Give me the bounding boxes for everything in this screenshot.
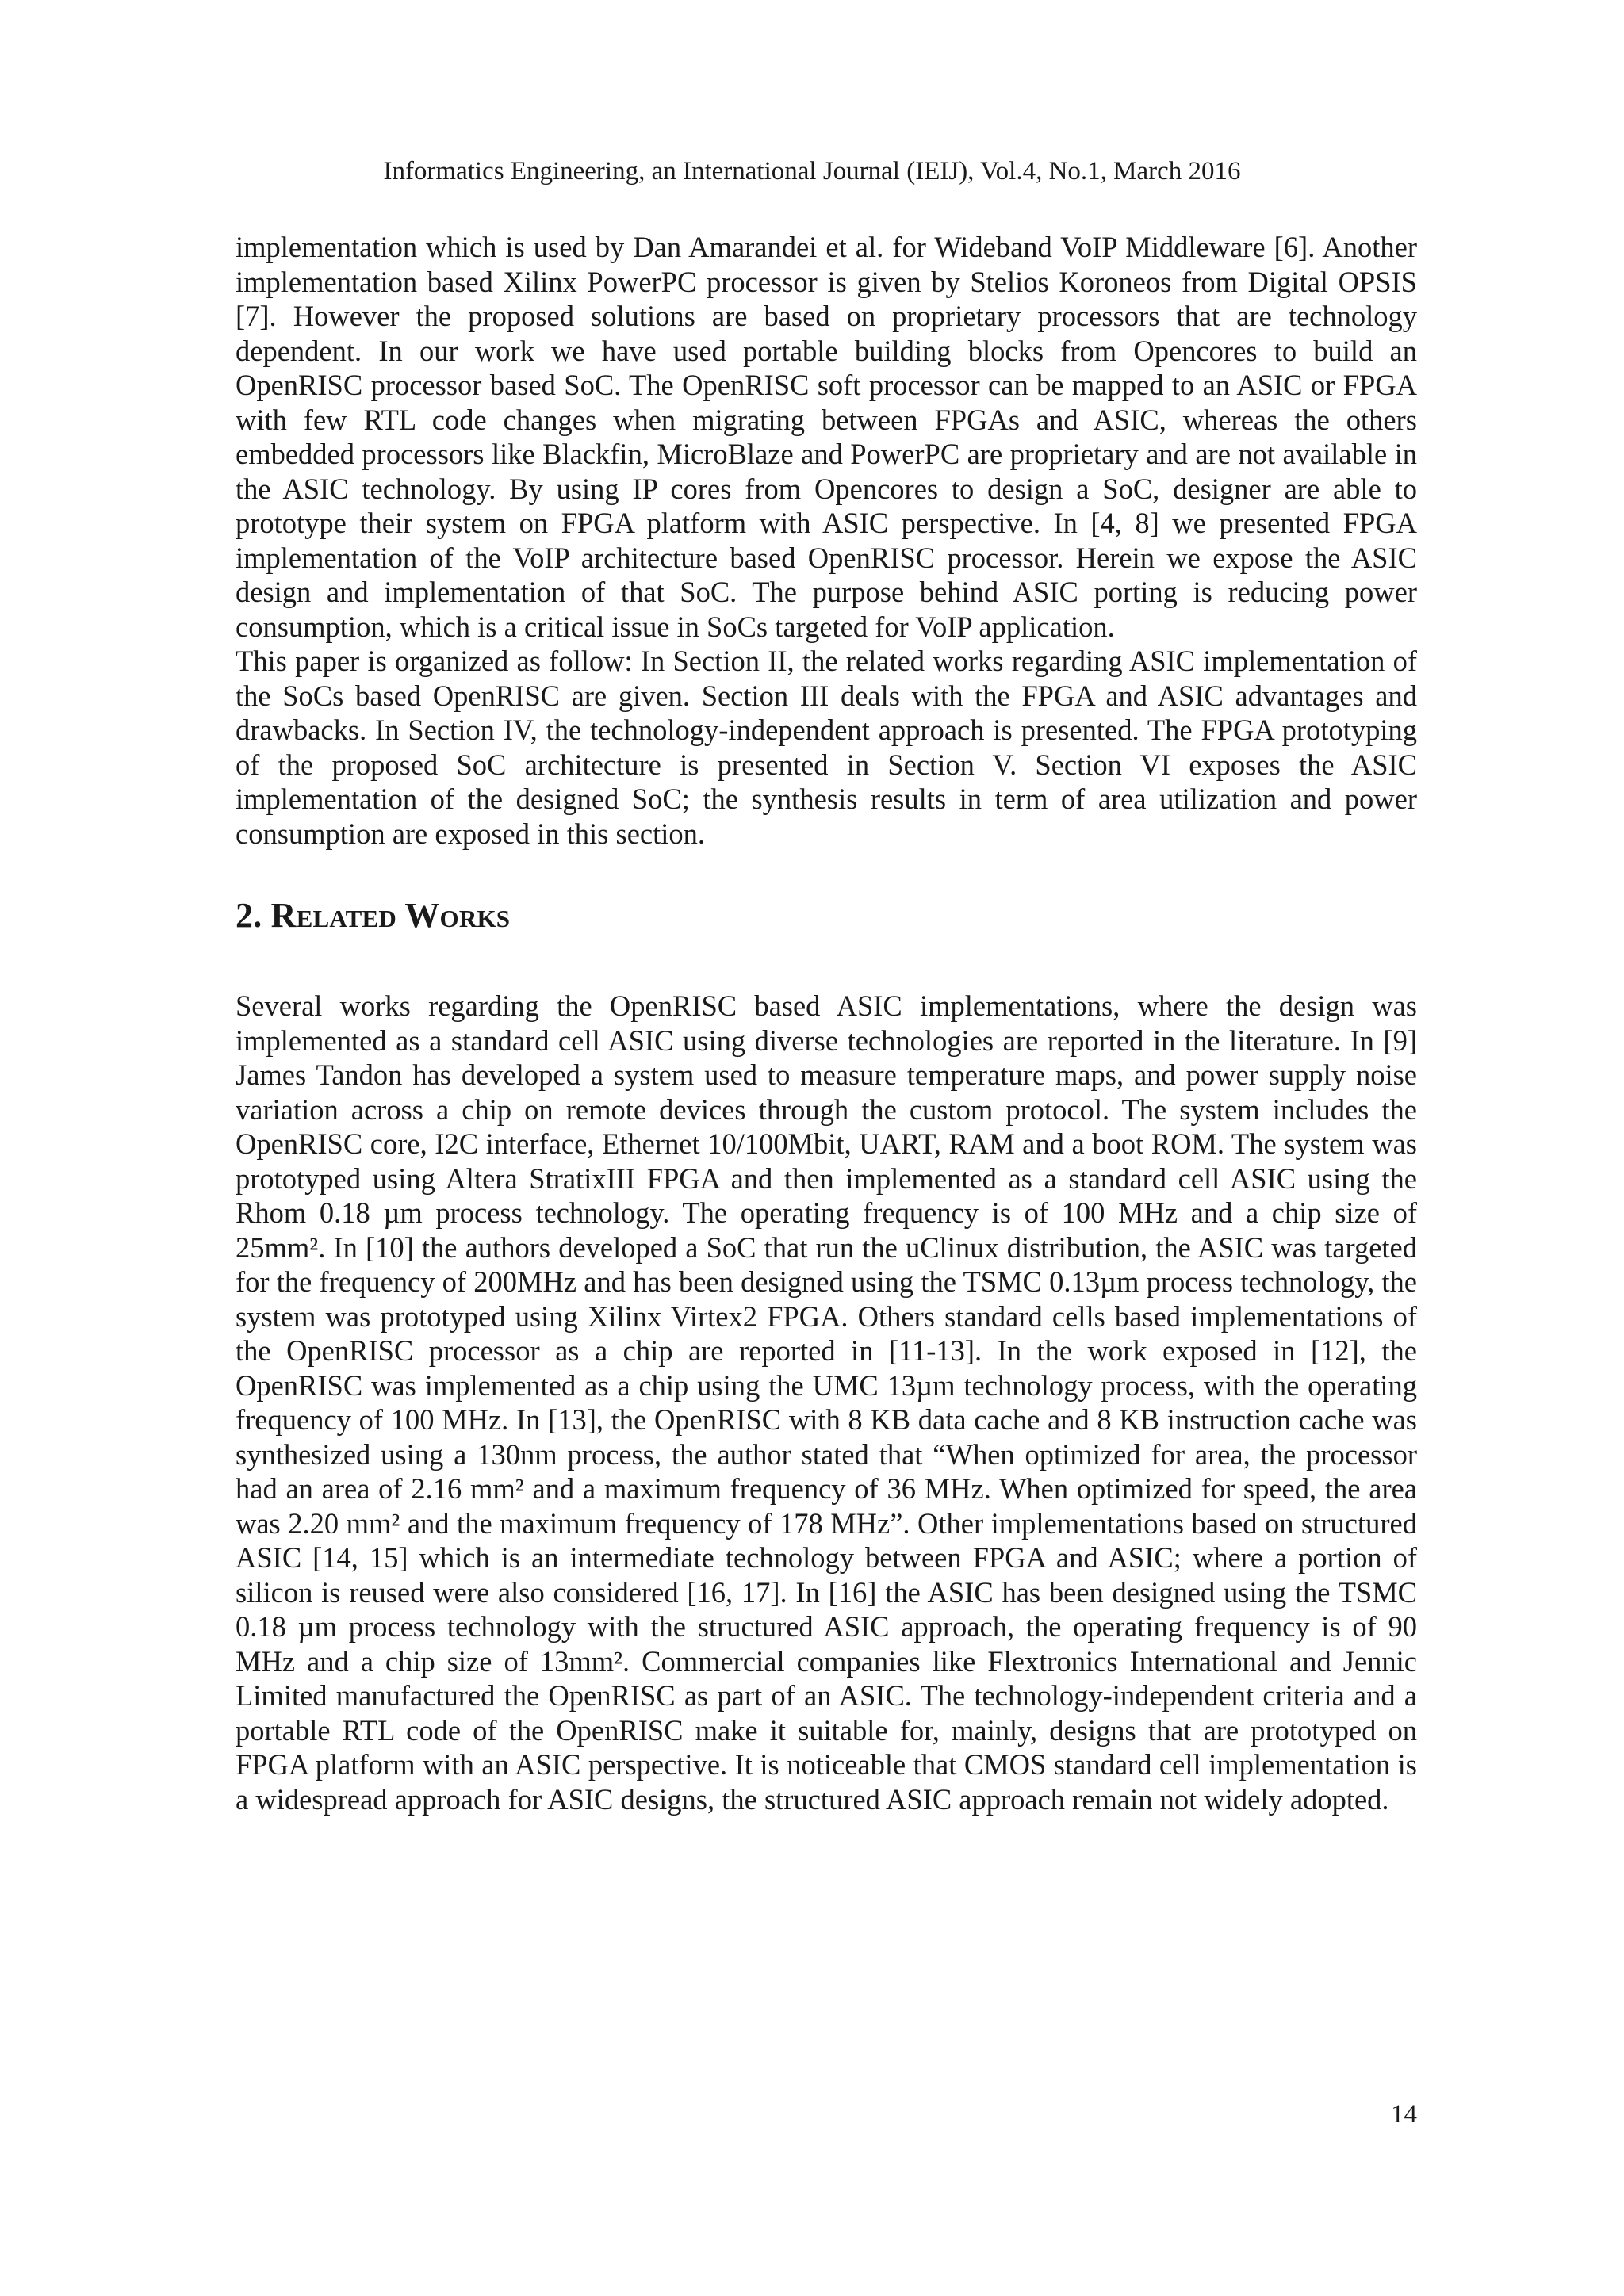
- intro-paragraph-1: implementation which is used by Dan Amarandei et al. for Wideband VoIP Middleware [6]. Another implementation based Xilinx PowerPC processor is given by Stelios Koroneos from Digital OPSIS [7]. However the proposed solutions are based on proprietary processors that are technology dependent. In our work we have used portable building blocks from Opencores to build an OpenRISC processor based SoC. The OpenRISC soft processor can be mapped to an ASIC or FPGA with few RTL code changes when migrating between FPGAs and ASIC, whereas the others embedded processors like Blackfin, MicroBlaze and PowerPC are proprietary and are not available in the ASIC technology. By using IP cores from Opencores to design a SoC, designer are able to prototype their system on FPGA platform with ASIC perspective. In [4, 8] we presented FPGA implementation of the VoIP architecture based OpenRISC processor. Herein we expose the ASIC design and implementation of that SoC. The purpose behind ASIC porting is reducing power consumption, which is a critical issue in SoCs targeted for VoIP application.: [236, 231, 1417, 643]
- related-works-paragraph: Several works regarding the OpenRISC based ASIC implementations, where the design was implemented as a standard cell ASIC using diverse technologies are reported in the literature. In [9] James Tandon has developed a system used to measure temperature maps, and power supply noise variation across a chip on remote devices through the custom protocol. The system includes the OpenRISC core, I2C interface, Ethernet 10/100Mbit, UART, RAM and a boot ROM. The system was prototyped using Altera StratixIII FPGA and then implemented as a standard cell ASIC using the Rhom 0.18 µm process technology. The operating frequency is of 100 MHz and a chip size of 25mm². In [10] the authors developed a SoC that run the uClinux distribution, the ASIC was targeted for the frequency of 200MHz and has been designed using the TSMC 0.13µm process technology, the system was prototyped using Xilinx Virtex2 FPGA. Others standard cells based implementations of the OpenRISC processor as a chip are reported in [11-13]. In the work exposed in [12], the OpenRISC was implemented as a chip using the UMC 13µm technology process, with the operating frequency of 100 MHz. In [13], the OpenRISC with 8 KB data cache and 8 KB instruction cache was synthesized using a 130nm process, the author stated that “When optimized for area, the processor had an area of 2.16 mm² and a maximum frequency of 36 MHz. When optimized for speed, the area was 2.20 mm² and the maximum frequency of 178 MHz”. Other implementations based on structured ASIC [14, 15] which is an intermediate technology between FPGA and ASIC; where a portion of silicon is reused were also considered [16, 17]. In [16] the ASIC has been designed using the TSMC 0.18 µm process technology with the structured ASIC approach, the operating frequency is of 90 MHz and a chip size of 13mm². Commercial companies like Flextronics International and Jennic Limited manufactured the OpenRISC as part of an ASIC. The technology-independent criteria and a portable RTL code of the OpenRISC make it suitable for, mainly, designs that are prototyped on FPGA platform with an ASIC perspective. It is noticeable that CMOS standard cell implementation is a widespread approach for ASIC designs, the structured ASIC approach remain not widely adopted.: [236, 989, 1417, 1816]
- running-header: Informatics Engineering, an International Journal (IEIJ), Vol.4, No.1, March 2016: [383, 157, 1241, 186]
- page-body: [236, 230, 1417, 1816]
- page-number: 14: [1391, 2100, 1417, 2129]
- intro-paragraph-2: This paper is organized as follow: In Section II, the related works regarding ASIC implementation of the SoCs based OpenRISC are given. Section III deals with the FPGA and ASIC advantages and drawbacks. In Section IV, the technology-independent approach is presented. The FPGA prototyping of the proposed SoC architecture is presented in Section V. Section VI exposes the ASIC implementation of the designed SoC; the synthesis results in term of area utilization and power consumption are exposed in this section.: [236, 645, 1417, 850]
- section-heading-related-works: 2. Related Works: [236, 896, 511, 935]
